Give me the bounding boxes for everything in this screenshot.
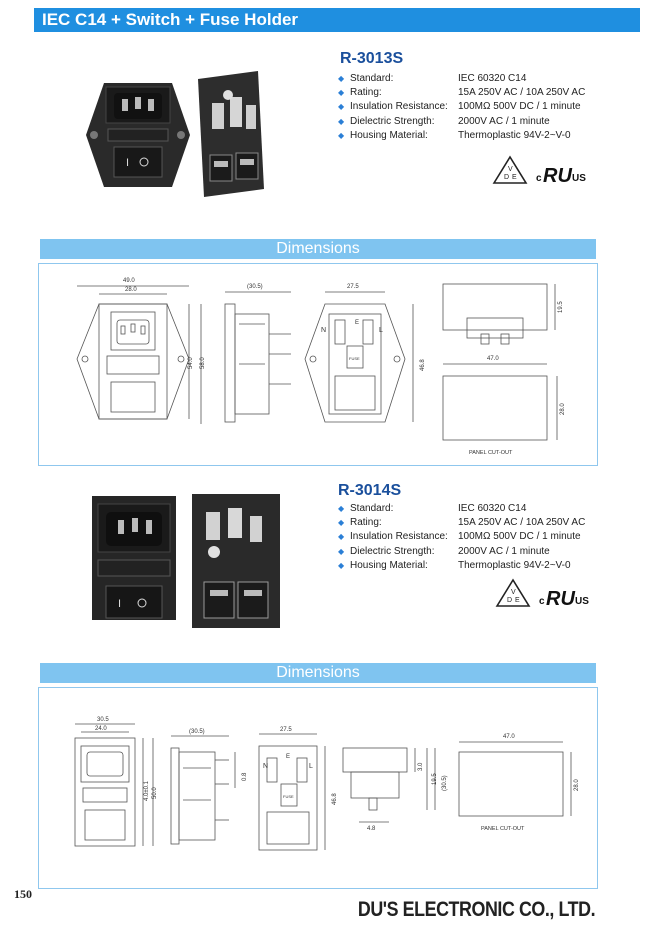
svg-text:V: V (508, 166, 513, 173)
spec-value: IEC 60320 C14 (458, 73, 527, 84)
dim-side-depth: (30.5) (247, 284, 263, 290)
spec-row (338, 559, 638, 573)
spec-list-r3013s (338, 72, 638, 143)
dim-rear-height: 46.8 (420, 359, 426, 371)
spec-value: 100MΩ 500V DC / 1 minute (458, 531, 581, 543)
terminal-l-label: L (379, 327, 383, 334)
front-view-photo (92, 496, 176, 620)
section-header-bar (34, 8, 640, 32)
bullet-icon: ◆ (338, 532, 345, 542)
spec-row (338, 115, 638, 129)
svg-text:RU: RU (543, 165, 572, 187)
bullet-icon: ◆ (338, 504, 345, 513)
vde-mark-icon (494, 157, 526, 183)
spec-value: 100MΩ 500V DC / 1 minute (458, 101, 581, 113)
terminal-e-label: E (355, 320, 360, 326)
dim-front-width-outer: 30.5 (97, 717, 109, 723)
product-photo-r3013s (80, 65, 270, 205)
dimensions-heading: Dimensions (276, 240, 360, 257)
spec-value: Thermoplastic 94V-2~V-0 (458, 129, 571, 141)
spec-label: Housing Material: (350, 129, 428, 141)
dimension-drawing-frame-r3014s (38, 687, 598, 889)
spec-label: Standard: (350, 73, 394, 84)
spec-value: 15A 250V AC / 10A 250V AC (458, 517, 586, 529)
dim-front-height-outer: 58.0 (200, 357, 206, 369)
certification-marks-r3013s (492, 155, 602, 189)
dim-front-height-outer: 50.0 (152, 787, 158, 799)
dim-front-width-inner: 24.0 (95, 726, 107, 732)
svg-text:V: V (511, 589, 516, 596)
spec-value: IEC 60320 C14 (458, 503, 527, 514)
dim-front-width-inner: 28.0 (125, 287, 137, 293)
dim-cutout-width: 47.0 (487, 356, 499, 362)
bullet-icon: ◆ (338, 74, 345, 83)
fuse-label: FUSE (349, 356, 360, 361)
spec-value: 2000V AC / 1 minute (458, 545, 550, 557)
dim-side-depth: (30.5) (189, 729, 205, 735)
spec-row (338, 129, 638, 143)
spec-label: Rating: (350, 517, 382, 529)
page-title: IEC C14 + Switch + Fuse Holder (42, 10, 299, 29)
spec-label: Housing Material: (350, 559, 428, 571)
dim-rear-width: 27.5 (280, 727, 292, 733)
panel-cutout-label: PANEL CUT-OUT (481, 826, 525, 832)
dim-top-pin: 4.8 (367, 826, 376, 832)
rear-view-photo (198, 71, 264, 197)
dim-front-height-inner: 4.0±0.1 (144, 781, 150, 801)
terminal-n-label: N (263, 763, 269, 770)
spec-row (338, 72, 638, 86)
dim-top-h1: 3.0 (418, 762, 424, 771)
bullet-icon: ◆ (338, 116, 345, 126)
bullet-icon: ◆ (338, 560, 345, 570)
spec-value: Thermoplastic 94V-2~V-0 (458, 559, 571, 571)
svg-text:US: US (575, 596, 589, 607)
dimensions-bar-r3013s (40, 239, 596, 259)
dim-top-h3: (30.5) (442, 775, 448, 791)
model-title-r3013s: R-3013S (340, 50, 404, 67)
spec-label: Insulation Resistance: (350, 531, 448, 543)
technical-drawing-r3014s (39, 688, 597, 888)
page-number: 150 (14, 887, 32, 901)
dim-side-offset: 0.8 (242, 772, 248, 781)
spec-row (338, 100, 638, 114)
spec-label: Dielectric Strength: (350, 115, 435, 127)
spec-label: Standard: (350, 503, 394, 514)
dimensions-heading: Dimensions (276, 664, 360, 681)
dim-top-height: 19.5 (558, 301, 564, 313)
dim-cutout-width: 47.0 (503, 734, 515, 740)
spec-label: Rating: (350, 87, 382, 99)
spec-row (338, 530, 638, 544)
spec-label: Dielectric Strength: (350, 545, 435, 557)
svg-text:RU: RU (546, 588, 575, 610)
bullet-icon: ◆ (338, 102, 345, 112)
dim-rear-width: 27.5 (347, 284, 359, 290)
bullet-icon: ◆ (338, 518, 345, 528)
terminal-e-label: E (286, 754, 291, 760)
svg-text:c: c (536, 173, 542, 184)
vde-mark-icon (497, 580, 529, 606)
spec-row (338, 502, 638, 516)
cul-us-mark-icon (536, 165, 586, 187)
svg-text:I: I (118, 598, 122, 610)
bullet-icon: ◆ (338, 546, 345, 556)
svg-text:D: D (504, 174, 510, 181)
dim-cutout-height: 28.0 (560, 403, 566, 415)
spec-row (338, 545, 638, 559)
dim-top-h2: 19.5 (432, 773, 438, 785)
dim-front-width-outer: 49.0 (123, 278, 135, 284)
spec-row (338, 86, 638, 100)
panel-cutout-label: PANEL CUT-OUT (469, 450, 513, 456)
company-name: DU'S ELECTRONIC CO., LTD. (357, 898, 595, 921)
technical-drawing-r3013s (39, 264, 597, 465)
model-title-r3014s: R-3014S (338, 482, 402, 499)
spec-label: Insulation Resistance: (350, 101, 448, 113)
cul-us-mark-icon (539, 588, 589, 610)
dim-front-height-inner: 54.0 (188, 357, 194, 369)
dimensions-bar-r3014s (40, 663, 596, 683)
bullet-icon: ◆ (338, 88, 345, 98)
dimension-drawing-frame-r3013s (38, 263, 598, 466)
spec-list-r3014s (338, 502, 638, 573)
spec-value: 2000V AC / 1 minute (458, 115, 550, 127)
svg-text:I: I (126, 157, 130, 169)
svg-text:c: c (539, 596, 545, 607)
certification-marks-r3014s (495, 578, 605, 612)
spec-value: 15A 250V AC / 10A 250V AC (458, 87, 586, 99)
bullet-icon: ◆ (338, 130, 345, 140)
terminal-n-label: N (321, 327, 327, 334)
svg-text:E: E (512, 174, 517, 181)
terminal-l-label: L (309, 763, 313, 770)
svg-text:E: E (515, 597, 520, 604)
fuse-label: FUSE (283, 794, 294, 799)
svg-text:D: D (507, 597, 513, 604)
dim-rear-height: 46.8 (332, 793, 338, 805)
dim-cutout-height: 28.0 (574, 779, 580, 791)
rear-view-photo (192, 494, 280, 628)
product-photo-r3014s (88, 490, 288, 635)
spec-row (338, 516, 638, 530)
front-view-photo (86, 83, 190, 187)
svg-text:US: US (572, 173, 586, 184)
